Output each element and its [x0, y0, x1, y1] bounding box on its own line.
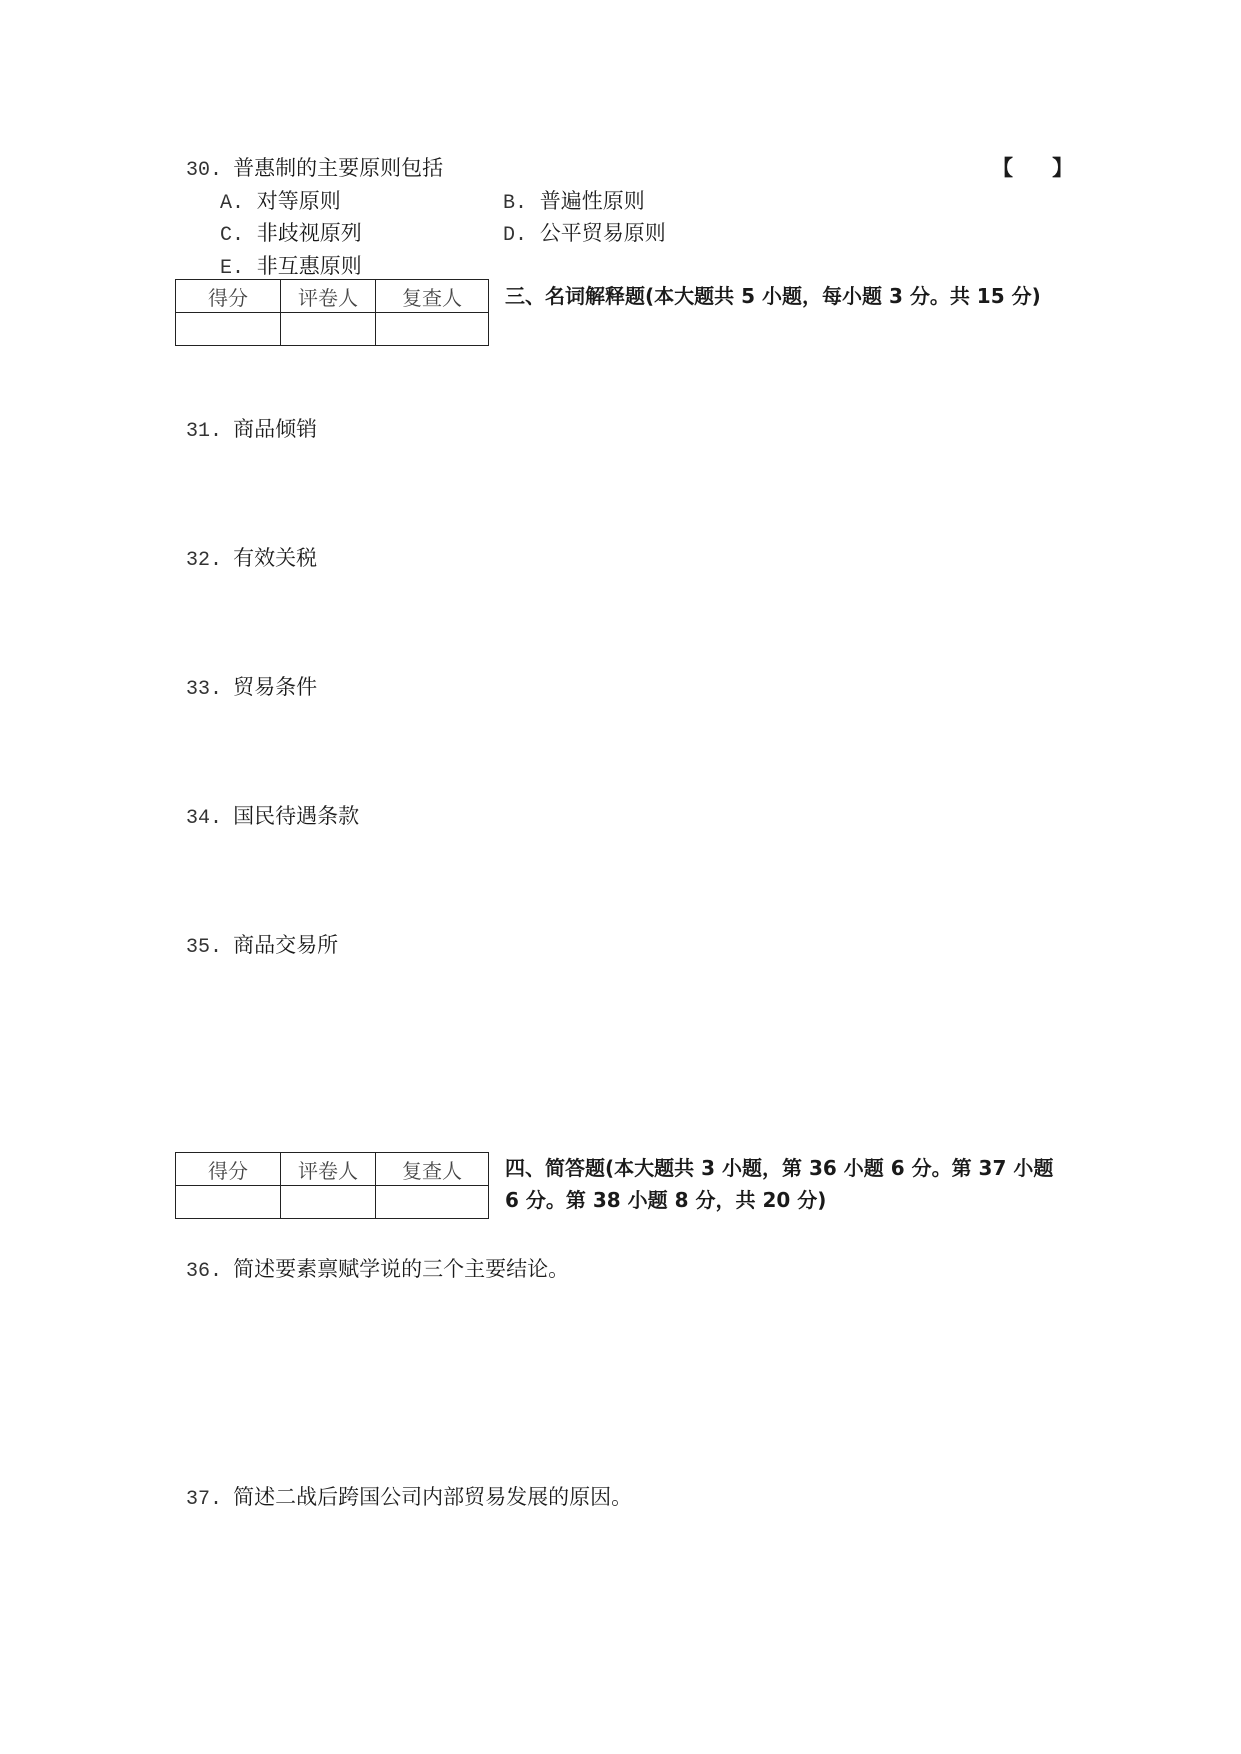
- score-cell[interactable]: [176, 313, 281, 346]
- reviewer-header: 复查人: [376, 1153, 489, 1186]
- question-37: 37. 简述二战后跨国公司内部贸易发展的原因。: [186, 1485, 633, 1511]
- section3-title: 三、名词解释题(本大题共 5 小题，每小题 3 分。共 15 分): [505, 284, 1041, 308]
- question-35: 35. 商品交易所: [186, 933, 339, 959]
- question-32: 32. 有效关税: [186, 546, 318, 572]
- option-d: D. 公平贸易原则: [503, 221, 666, 247]
- option-e: E. 非互惠原则: [220, 254, 362, 280]
- grader-header: 评卷人: [281, 1153, 376, 1186]
- question-33: 33. 贸易条件: [186, 675, 318, 701]
- option-b: B. 普遍性原则: [503, 189, 645, 215]
- section4-title: 四、简答题(本大题共 3 小题，第 36 小题 6 分。第 37 小题 6 分。第 38 小题 8 分，共 20 分): [505, 1156, 1054, 1212]
- grader-header: 评卷人: [281, 280, 376, 313]
- reviewer-cell[interactable]: [376, 313, 489, 346]
- grader-cell[interactable]: [281, 1186, 376, 1219]
- question-31: 31. 商品倾销: [186, 417, 318, 443]
- answer-bracket: [992, 152, 1073, 182]
- score-header: 得分: [176, 280, 281, 313]
- option-a: A. 对等原则: [220, 189, 341, 215]
- bracket-open: 【: [992, 156, 1013, 180]
- question-text: 普惠制的主要原则包括: [233, 156, 444, 180]
- score-table-section3: [175, 279, 489, 346]
- score-table-section4: [175, 1152, 489, 1219]
- score-header: 得分: [176, 1153, 281, 1186]
- reviewer-cell[interactable]: [376, 1186, 489, 1219]
- question-number: 30.: [186, 159, 223, 182]
- question-34: 34. 国民待遇条款: [186, 804, 360, 830]
- reviewer-header: 复查人: [376, 280, 489, 313]
- question-30: [186, 152, 443, 182]
- question-36: 36. 简述要素禀赋学说的三个主要结论。: [186, 1257, 570, 1283]
- option-c: C. 非歧视原列: [220, 221, 362, 247]
- bracket-close: 】: [1052, 156, 1074, 180]
- score-cell[interactable]: [176, 1186, 281, 1219]
- grader-cell[interactable]: [281, 313, 376, 346]
